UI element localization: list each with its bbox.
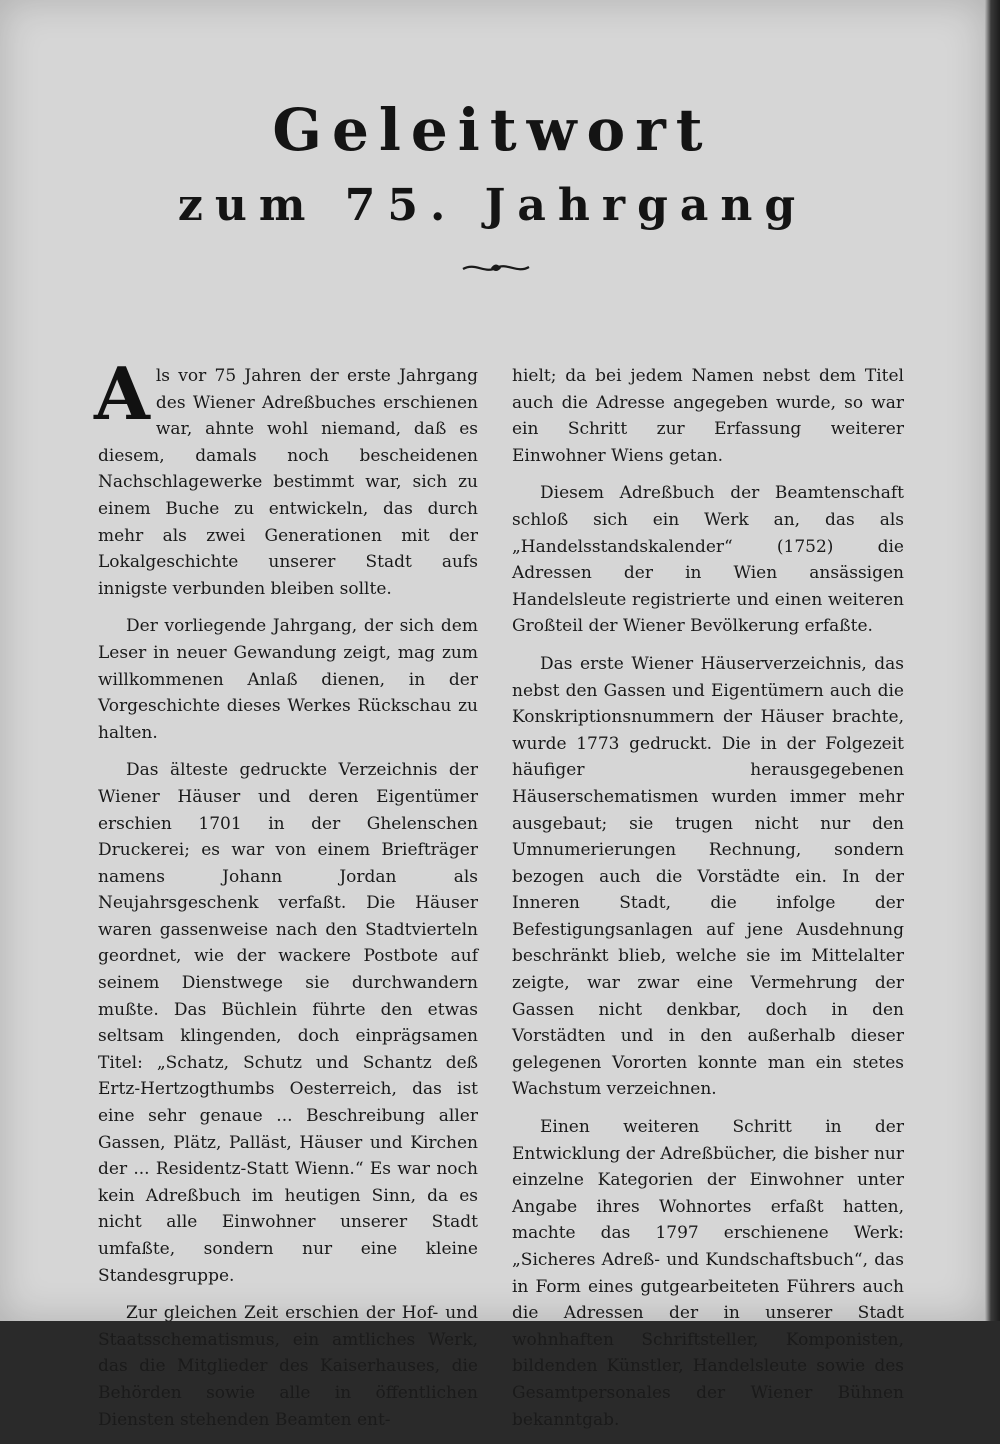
- page-title: Geleitwort: [272, 96, 713, 164]
- left-text-column: [94, 351, 478, 1444]
- page-edge-shadow: [985, 0, 1000, 1321]
- flourish-ornament-icon: [461, 258, 531, 278]
- paragraph: Diesem Adreßbuch der Beamtenschaft schloß sich ein Werk an, das als „Handelsstandskalender“ (1752) die Adressen der in Wien ansässigen Handelsleute registrierte und einen weiteren Großteil der Wiener Bevölkerung erfaßte.: [512, 483, 904, 637]
- right-text-column: [512, 363, 904, 1444]
- drop-cap: A: [94, 351, 150, 436]
- paragraph: Das älteste gedruckte Verzeichnis der Wiener Häuser und deren Eigentümer erschien 1701 in der Ghelenschen Druckerei; es war von einem Briefträger namens Johann Jordan als Neujahrsgeschenk verfaßt. Die Häuser waren gassenweise nach den Stadtvierteln geordnet, wie der wackere Postbote auf seinem Dienstwege sie durchwandern mußte. Das Büchlein führte den etwas seltsam klingenden, doch einprägsamen Titel: „Schatz, Schutz und Schantz deß Ertz-Hertzogthumbs Oesterreich, das ist eine sehr genaue ... Beschreibung aller Gassen, Plätz, Palläst, Häuser und Kirchen der ... Residentz-Statt Wienn.“ Es war noch kein Adreßbuch im heutigen Sinn, da es nicht alle Einwohner unserer Stadt umfaßte, sondern nur eine kleine Standesgruppe.: [98, 760, 478, 1286]
- paragraph: Das erste Wiener Häuserverzeichnis, das nebst den Gassen und Eigentümern auch die Konskriptionsnummern der Häuser brachte, wurde 1773 gedruckt. Die in der Folgezeit häufiger herausgegebenen Häuserschematismen wurden immer mehr ausgebaut; sie trugen nicht nur den Umnumerierungen Rechnung, sondern bezogen auch die Vorstädte ein. In der Inneren Stadt, die infolge der Befestigungsanlagen auf jene Ausdehnung beschränkt blieb, welche sie im Mittelalter zeigte, war zwar eine Vermehrung der Gassen nicht denkbar, doch in den Vorstädten und in den außerhalb dieser gelegenen Vororten konnte man ein stetes Wachstum verzeichnen.: [512, 653, 904, 1100]
- paragraph: Als vor 75 Jahren der erste Jahrgang des Wiener Adreßbuches erschienen war, ahnte wohl niemand, daß es diesem, damals noch bescheidenen Nachschlagewerke bestimmt war, sich zu einem Buche zu entwickeln, das durch mehr als zwei Generationen mit der Lokalgeschichte unserer Stadt aufs innigste verbunden bleiben sollte.: [94, 351, 478, 599]
- page-subtitle: zum 75. Jahrgang: [177, 180, 808, 231]
- paragraph: hielt; da bei jedem Namen nebst dem Titel auch die Adresse angegeben wurde, so war ein Schritt zur Erfassung weiterer Einwohner Wiens getan.: [512, 366, 904, 466]
- paragraph: Der vorliegende Jahrgang, der sich dem Leser in neuer Gewandung zeigt, mag zum willkommenen Anlaß dienen, in der Vorgeschichte dieses Werkes Rückschau zu halten.: [98, 616, 478, 743]
- paragraph: Zur gleichen Zeit erschien der Hof- und Staatsschematismus, ein amtliches Werk, das die Mitglieder des Kaiserhauses, die Behörden sowie alle in öffentlichen Diensten stehenden Beamten ent-: [98, 1303, 478, 1430]
- paragraph: Einen weiteren Schritt in der Entwicklung der Adreßbücher, die bisher nur einzelne Kategorien der Einwohner unter Angabe ihres Wohnortes erfaßt hatten, machte das 1797 erschienene Werk: „Sicheres Adreß- und Kundschaftsbuch“, das in Form eines gutgearbeiteten Führers auch die Adressen der in unserer Stadt wohnhaften Schriftsteller, Komponisten, bildenden Künstler, Handelsleute sowie des Gesamtpersonales der Wiener Bühnen bekanntgab.: [512, 1117, 904, 1430]
